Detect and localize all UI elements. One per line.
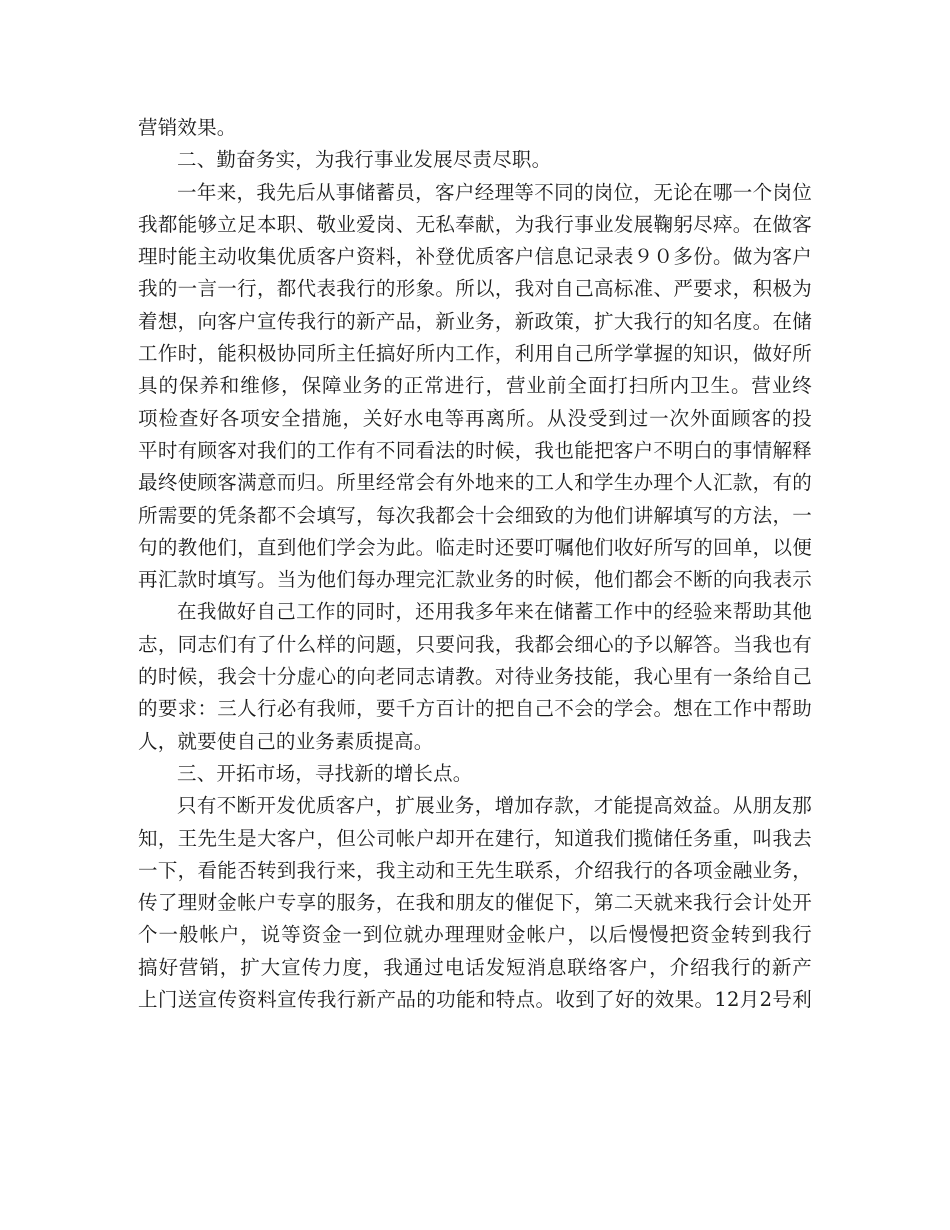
document-body bbox=[138, 112, 812, 1016]
document-line: 只有不断开发优质客户，扩展业务，增加存款，才能提高效益。从朋友那 bbox=[177, 794, 812, 818]
document-line: 人，就要使自己的业务素质提高。 bbox=[138, 729, 434, 753]
document-line: 的要求：三人行必有我师，要千方百计的把自己不会的学会。想在工作中帮助 bbox=[138, 697, 812, 721]
document-line: 项检查好各项安全措施，关好水电等再离所。从没受到过一次外面顾客的投 bbox=[138, 406, 812, 430]
document-line: 我都能够立足本职、敬业爱岗、无私奉献，为我行事业发展鞠躬尽瘁。在做客 bbox=[138, 212, 812, 236]
document-line: 一下，看能否转到我行来，我主动和王先生联系，介绍我行的各项金融业务， bbox=[138, 858, 812, 882]
document-line: 个一般帐户，说等资金一到位就办理理财金帐户，以后慢慢把资金转到我行 bbox=[138, 923, 812, 947]
document-line: 句的教他们，直到他们学会为此。临走时还要叮嘱他们收好所写的回单，以便 bbox=[138, 535, 812, 559]
document-line: 理时能主动收集优质客户资料，补登优质客户信息记录表９０多份。做为客户 bbox=[138, 245, 812, 269]
document-line: 所需要的凭条都不会填写，每次我都会十会细致的为他们讲解填写的方法，一 bbox=[138, 503, 812, 527]
document-line: 传了理财金帐户专享的服务，在我和朋友的催促下，第二天就来我行会计处开 bbox=[138, 891, 812, 915]
document-line: 我的一言一行，都代表我行的形象。所以，我对自己高标准、严要求，积极为 bbox=[138, 277, 812, 301]
document-line: 三、开拓市场，寻找新的增长点。 bbox=[177, 761, 473, 785]
document-line: 营销效果。 bbox=[138, 116, 237, 139]
document-line: 志，同志们有了什么样的问题，只要问我，我都会细心的予以解答。当我也有 bbox=[138, 632, 812, 656]
document-line: 知，王先生是大客户，但公司帐户却开在建行，知道我们揽储任务重，叫我去 bbox=[138, 826, 812, 850]
document-line: 搞好营销，扩大宣传力度，我通过电话发短消息联络客户，介绍我行的新产 bbox=[138, 955, 812, 979]
document-line: 平时有顾客对我们的工作有不同看法的时候，我也能把客户不明白的事情解释 bbox=[138, 438, 812, 462]
document-line: 的时候，我会十分虚心的向老同志请教。对待业务技能，我心里有一条给自己 bbox=[138, 665, 812, 689]
document-line: 二、勤奋务实，为我行事业发展尽责尽职。 bbox=[177, 148, 552, 172]
document-line: 具的保养和维修，保障业务的正常进行，营业前全面打扫所内卫生。营业终 bbox=[138, 374, 812, 398]
document-line: 最终使顾客满意而归。所里经常会有外地来的工人和学生办理个人汇款，有的 bbox=[138, 471, 812, 495]
document-line: 一年来，我先后从事储蓄员，客户经理等不同的岗位，无论在哪一个岗位 bbox=[177, 180, 812, 204]
document-line: 着想，向客户宣传我行的新产品，新业务，新政策，扩大我行的知名度。在储 bbox=[138, 309, 812, 333]
document-line: 在我做好自己工作的同时，还用我多年来在储蓄工作中的经验来帮助其他 bbox=[177, 600, 812, 624]
document-line: 上门送宣传资料宣传我行新产品的功能和特点。收到了好的效果。12月2号利 bbox=[138, 988, 812, 1012]
document-line: 工作时，能积极协同所主任搞好所内工作，利用自己所学掌握的知识，做好所 bbox=[138, 342, 812, 366]
document-line: 再汇款时填写。当为他们每办理完汇款业务的时候，他们都会不断的向我表示 bbox=[138, 568, 812, 592]
